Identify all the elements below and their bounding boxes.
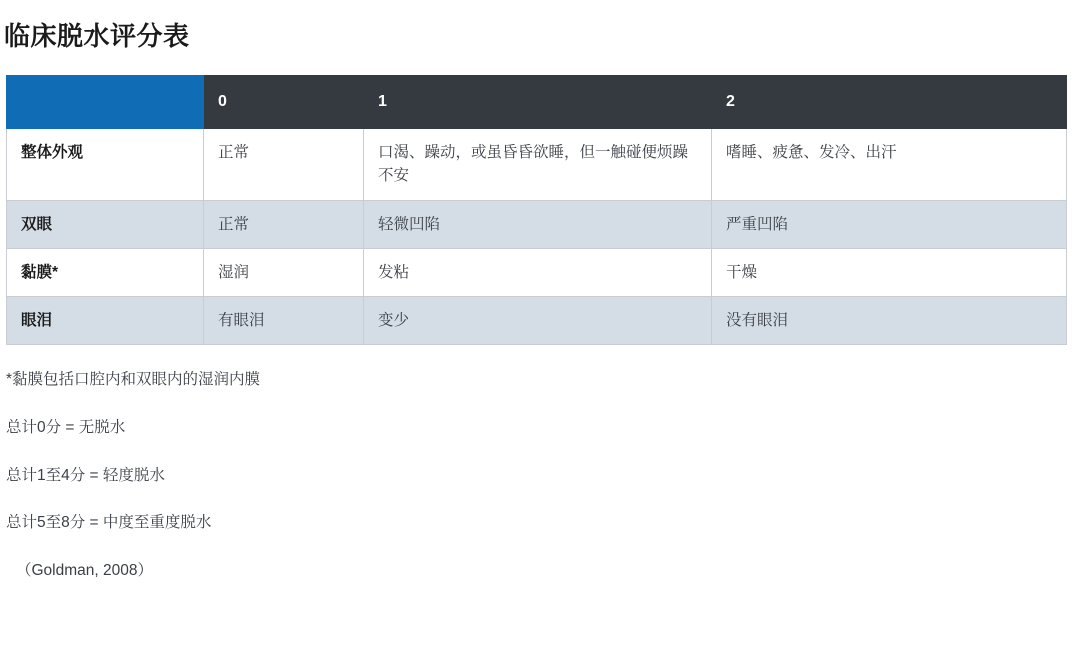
cell-score-0: 有眼泪	[204, 297, 364, 345]
table-header	[7, 76, 1067, 129]
row-label: 眼泪	[7, 297, 204, 345]
cell-score-2: 干燥	[712, 248, 1067, 296]
cell-score-1: 变少	[364, 297, 712, 345]
cell-score-0: 正常	[204, 200, 364, 248]
note-score-none: 总计0分 = 无脱水	[6, 418, 126, 436]
note-citation: （Goldman, 2008）	[16, 562, 153, 579]
cell-score-0: 正常	[204, 129, 364, 201]
page-title: 临床脱水评分表	[4, 21, 190, 51]
document-page	[0, 16, 1080, 660]
cell-score-2: 没有眼泪	[712, 297, 1067, 345]
column-header-score-2: 2	[712, 76, 1067, 129]
note-score-severe: 总计5至8分 = 中度至重度脱水	[6, 514, 212, 532]
cell-score-1: 轻微凹陷	[364, 200, 712, 248]
table-header-row	[7, 76, 1067, 129]
row-label: 整体外观	[7, 129, 204, 201]
row-label: 双眼	[7, 200, 204, 248]
table-row	[7, 297, 1067, 345]
table-row	[7, 200, 1067, 248]
dehydration-score-table	[6, 75, 1067, 345]
cell-score-1: 口渴、躁动，或虽昏昏欲睡，但一触碰便烦躁不安	[364, 129, 712, 201]
table-body	[7, 129, 1067, 345]
note-score-mild: 总计1至4分 = 轻度脱水	[6, 466, 165, 484]
notes-section	[6, 369, 1080, 581]
row-label: 黏膜*	[7, 248, 204, 296]
cell-score-2: 嗜睡、疲惫、发冷、出汗	[712, 129, 1067, 201]
cell-score-1: 发粘	[364, 248, 712, 296]
cell-score-2: 严重凹陷	[712, 200, 1067, 248]
cell-score-0: 湿润	[204, 248, 364, 296]
column-header-score-0: 0	[204, 76, 364, 129]
note-footnote: *黏膜包括口腔内和双眼内的湿润内膜	[6, 371, 261, 389]
column-header-category	[7, 76, 204, 129]
table-row	[7, 129, 1067, 201]
table-row	[7, 248, 1067, 296]
column-header-score-1: 1	[364, 76, 712, 129]
